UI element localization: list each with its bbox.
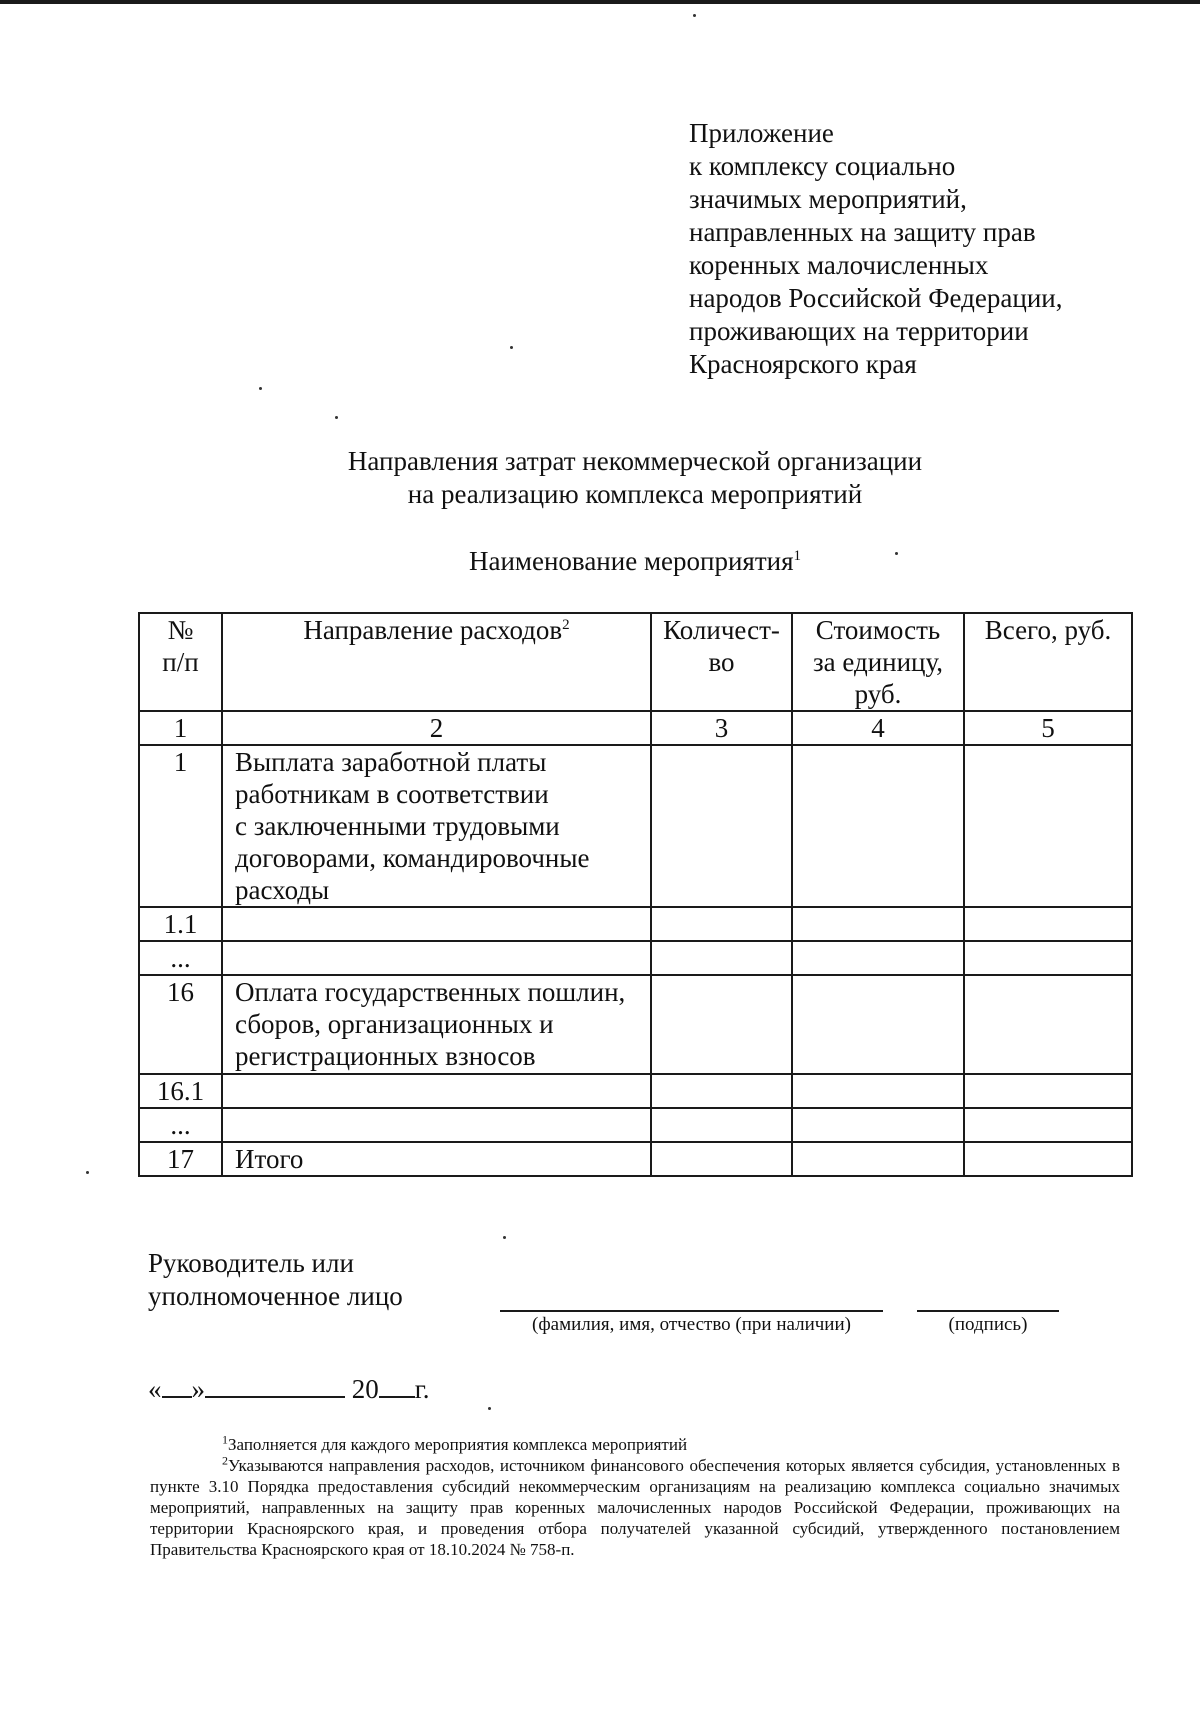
header-text: № bbox=[167, 615, 194, 645]
appendix-header bbox=[689, 117, 1169, 381]
scan-speck bbox=[503, 1236, 506, 1239]
month-blank bbox=[205, 1370, 345, 1398]
table-row bbox=[139, 745, 1132, 907]
footnote-mark: 2 bbox=[562, 617, 570, 633]
signature-caption: (подпись) bbox=[948, 1314, 1028, 1335]
appendix-line: народов Российской Федерации, bbox=[689, 283, 1063, 313]
footnote-mark: 1 bbox=[793, 548, 801, 564]
event-name-text: Наименование мероприятия bbox=[468, 546, 794, 576]
column-number: 3 bbox=[651, 711, 792, 745]
year-blank bbox=[379, 1370, 415, 1398]
column-number: 5 bbox=[964, 711, 1132, 745]
direction-line: договорами, командировочные bbox=[235, 843, 590, 873]
row-direction bbox=[222, 975, 651, 1074]
row-number: 17 bbox=[139, 1142, 222, 1176]
date-close-quote: » bbox=[191, 1374, 205, 1404]
row-direction bbox=[222, 745, 651, 907]
header-text: Всего, руб. bbox=[984, 615, 1112, 645]
row-number: 16.1 bbox=[139, 1074, 222, 1108]
direction-line: с заключенными трудовыми bbox=[235, 811, 560, 841]
appendix-line: коренных малочисленных bbox=[689, 250, 989, 280]
name-signature-line bbox=[500, 1310, 883, 1312]
header-text: Стоимость bbox=[815, 615, 941, 645]
row-total bbox=[964, 1142, 1132, 1176]
event-name-label bbox=[250, 545, 1020, 578]
header-direction bbox=[222, 613, 651, 711]
direction-line: Итого bbox=[235, 1144, 304, 1174]
header-unit-cost bbox=[792, 613, 964, 711]
date-line bbox=[148, 1370, 430, 1406]
day-blank bbox=[162, 1370, 192, 1398]
name-caption: (фамилия, имя, отчество (при наличии) bbox=[532, 1314, 851, 1335]
direction-line: работникам в соответствии bbox=[235, 779, 549, 809]
page-top-border bbox=[0, 0, 1200, 4]
row-unit-cost bbox=[792, 1074, 964, 1108]
row-unit-cost bbox=[792, 1108, 964, 1142]
appendix-line: Красноярского края bbox=[689, 349, 917, 379]
row-total bbox=[964, 907, 1132, 941]
table-row bbox=[139, 1074, 1132, 1108]
footnote bbox=[150, 1434, 1120, 1455]
header-num bbox=[139, 613, 222, 711]
direction-line: расходы bbox=[235, 875, 330, 905]
scan-speck bbox=[335, 416, 338, 419]
footnote bbox=[150, 1455, 1120, 1560]
row-total bbox=[964, 1108, 1132, 1142]
table-row bbox=[139, 975, 1132, 1074]
header-text: руб. bbox=[854, 679, 902, 709]
footnote-mark: 2 bbox=[222, 1453, 228, 1468]
header-text: п/п bbox=[162, 647, 199, 677]
row-quantity bbox=[651, 1074, 792, 1108]
column-number-row bbox=[139, 711, 1132, 745]
table-row bbox=[139, 1142, 1132, 1176]
direction-line: Оплата государственных пошлин, bbox=[235, 977, 626, 1007]
table-row bbox=[139, 907, 1132, 941]
header-text: за единицу, bbox=[812, 647, 944, 677]
header-total bbox=[964, 613, 1132, 711]
header-text: Количест- bbox=[663, 615, 780, 645]
row-quantity bbox=[651, 907, 792, 941]
signature-line bbox=[917, 1310, 1059, 1312]
row-total bbox=[964, 745, 1132, 907]
row-direction bbox=[222, 941, 651, 975]
row-quantity bbox=[651, 1142, 792, 1176]
footnote-text: Заполняется для каждого мероприятия комплекса мероприятий bbox=[228, 1435, 688, 1454]
row-number: ... bbox=[139, 941, 222, 975]
footnotes bbox=[150, 1434, 1120, 1560]
direction-line: Выплата заработной платы bbox=[235, 747, 547, 777]
row-direction bbox=[222, 1074, 651, 1108]
row-number: 1 bbox=[139, 745, 222, 907]
row-number: 1.1 bbox=[139, 907, 222, 941]
year-suffix: г. bbox=[414, 1374, 430, 1404]
column-number: 1 bbox=[139, 711, 222, 745]
row-quantity bbox=[651, 745, 792, 907]
title-line: на реализацию комплекса мероприятий bbox=[407, 479, 863, 509]
direction-line: сборов, организационных и bbox=[235, 1009, 554, 1039]
appendix-line: направленных на защиту прав bbox=[689, 217, 1036, 247]
year-prefix: 20 bbox=[351, 1374, 379, 1404]
row-total bbox=[964, 1074, 1132, 1108]
row-unit-cost bbox=[792, 975, 964, 1074]
header-quantity bbox=[651, 613, 792, 711]
row-number: 16 bbox=[139, 975, 222, 1074]
table-header-row bbox=[139, 613, 1132, 711]
scan-speck bbox=[488, 1407, 491, 1410]
scan-speck bbox=[259, 387, 262, 390]
row-unit-cost bbox=[792, 1142, 964, 1176]
row-quantity bbox=[651, 975, 792, 1074]
header-text: во bbox=[708, 647, 735, 677]
expense-table bbox=[138, 612, 1133, 1177]
header-text: Направление расходов bbox=[303, 615, 563, 645]
footnote-mark: 1 bbox=[222, 1432, 228, 1447]
row-direction bbox=[222, 1108, 651, 1142]
row-quantity bbox=[651, 941, 792, 975]
scan-speck bbox=[510, 346, 513, 349]
footnote-text: Указываются направления расходов, источником финансового обеспечения которых является субсидия, установленных в пункте 3.10 Порядка предоставления субсидий некоммерческим организациям на реализацию комплекса социально значимых мероприятий, направленных на защиту прав коренных малочисленных народов Российской Федерации, проживающих на территории Красноярского края, и проведения отбора получателей указанной субсидий, утвержденного постановлением Правительства Красноярского края от 18.10.2024 № 758-п. bbox=[150, 1456, 1120, 1559]
signatory-label bbox=[148, 1247, 403, 1313]
table-row bbox=[139, 1108, 1132, 1142]
document-title bbox=[250, 445, 1020, 511]
column-number: 4 bbox=[792, 711, 964, 745]
appendix-line: к комплексу социально bbox=[689, 151, 956, 181]
row-unit-cost bbox=[792, 941, 964, 975]
row-direction bbox=[222, 907, 651, 941]
row-number: ... bbox=[139, 1108, 222, 1142]
row-unit-cost bbox=[792, 907, 964, 941]
row-direction bbox=[222, 1142, 651, 1176]
title-line: Направления затрат некоммерческой организации bbox=[347, 446, 923, 476]
scan-speck bbox=[693, 14, 696, 17]
row-total bbox=[964, 941, 1132, 975]
row-total bbox=[964, 975, 1132, 1074]
table-row bbox=[139, 941, 1132, 975]
direction-line: регистрационных взносов bbox=[235, 1041, 536, 1071]
signatory-label-line: уполномоченное лицо bbox=[148, 1281, 403, 1311]
date-open-quote: « bbox=[148, 1374, 162, 1404]
row-quantity bbox=[651, 1108, 792, 1142]
appendix-line: проживающих на территории bbox=[689, 316, 1029, 346]
column-number: 2 bbox=[222, 711, 651, 745]
appendix-line: Приложение bbox=[689, 118, 834, 148]
signatory-label-line: Руководитель или bbox=[148, 1248, 354, 1278]
row-unit-cost bbox=[792, 745, 964, 907]
appendix-line: значимых мероприятий, bbox=[689, 184, 967, 214]
scan-speck bbox=[86, 1171, 89, 1174]
